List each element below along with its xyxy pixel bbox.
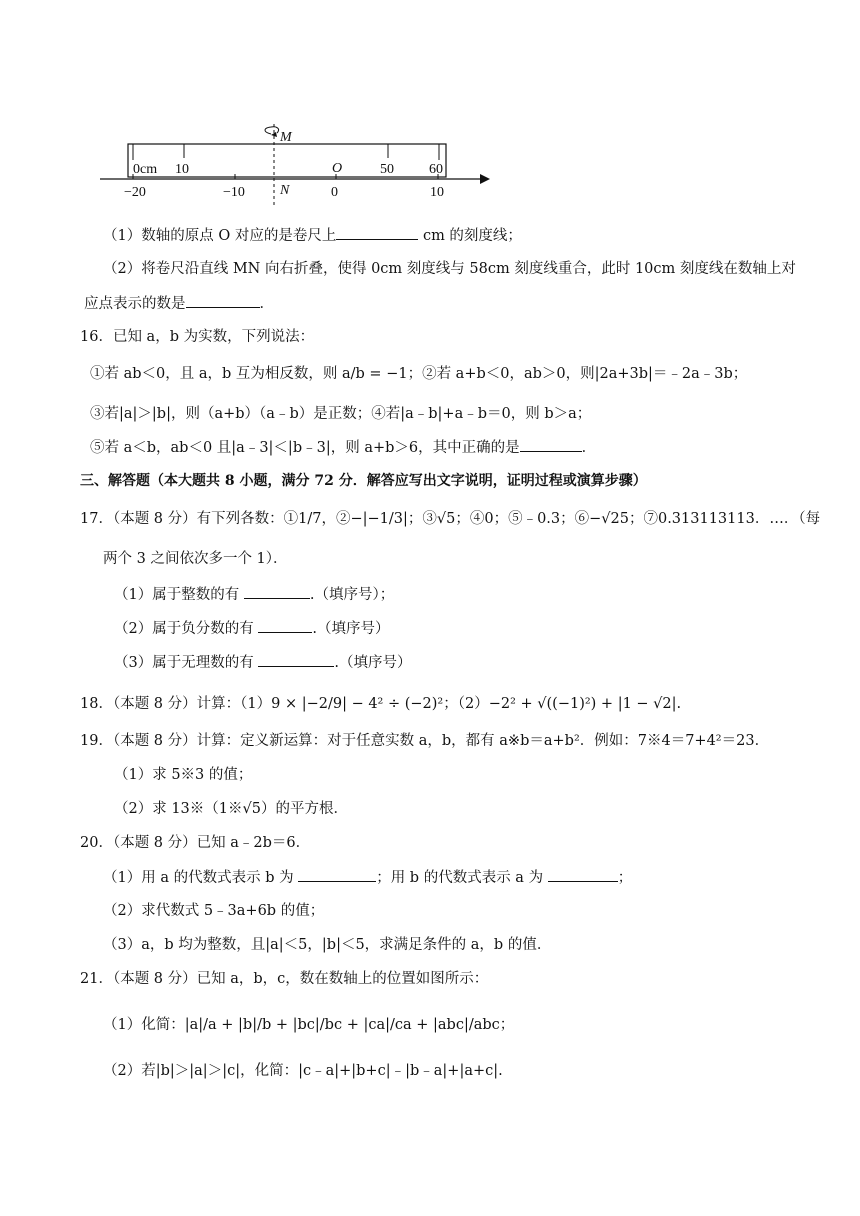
q15-part1-suffix: cm 的刻度线； xyxy=(418,228,522,244)
fold-rotation-icon xyxy=(265,127,279,134)
q21-part2: （2）若|b|＞|a|＞|c|，化简：|c﹣a|+|b+c|﹣|b﹣a|+|a+c|. xyxy=(103,1063,503,1079)
axis-label-0: 0 xyxy=(331,185,338,200)
q20-part1 xyxy=(103,867,632,888)
q17-answer-blank-1[interactable] xyxy=(244,584,310,599)
q18-stem: 18．（本题 8 分）计算：（1）9 × |−2/9| − 4² ÷ (−2)²；（2）−2² + √((−1)²) + |1 − √2|. xyxy=(80,696,682,712)
axis-label-10: 10 xyxy=(430,185,444,200)
tape-label-0cm: 0cm xyxy=(133,162,158,177)
q17-part3-suffix: .（填序号） xyxy=(334,655,412,671)
point-label-N: N xyxy=(280,183,290,198)
q16-statement-5 xyxy=(90,437,596,458)
q15-part2: （2）将卷尺沿直线 MN 向右折叠，使得 0cm 刻度线与 58cm 刻度线重合，此时 10cm 刻度线在数轴上对 xyxy=(103,261,796,277)
point-label-M: M xyxy=(280,130,292,145)
axis-label-neg10: −10 xyxy=(223,185,245,200)
q21-stem: 21．（本题 8 分）已知 a，b，c，数在数轴上的位置如图所示： xyxy=(80,971,489,987)
q17-part1-suffix: .（填序号）； xyxy=(309,587,395,603)
q15-part2-text: 应点表示的数是 xyxy=(84,296,186,312)
q17-part2-text: （2）属于负分数的有 xyxy=(114,621,259,637)
tape-label-50: 50 xyxy=(380,162,394,177)
q17-answer-blank-2[interactable] xyxy=(258,618,312,633)
q15-part2-cont xyxy=(84,293,274,314)
q20-part1-text-a: （1）用 a 的代数式表示 b 为 xyxy=(103,870,299,886)
q17-answer-blank-3[interactable] xyxy=(258,652,334,667)
q20-part1-suffix: ； xyxy=(617,870,633,886)
axis-arrow-icon xyxy=(480,174,490,184)
q15-part1 xyxy=(103,225,522,246)
q20-part1-text-b: ；用 b 的代数式表示 a 为 xyxy=(376,870,548,886)
q16-answer-blank[interactable] xyxy=(520,437,582,452)
q20-part3: （3）a，b 均为整数，且|a|＜5，|b|＜5，求满足条件的 a，b 的值． xyxy=(103,937,552,953)
q17-part3-text: （3）属于无理数的有 xyxy=(114,655,259,671)
q15-answer-blank-2[interactable] xyxy=(186,293,260,308)
q20-answer-blank-1[interactable] xyxy=(298,867,376,882)
q15-part1-text: （1）数轴的原点 O 对应的是卷尺上 xyxy=(103,228,337,244)
q17-part2-suffix: .（填序号） xyxy=(312,621,390,637)
q17-stem-cont: 两个 3 之间依次多一个 1）． xyxy=(103,551,288,567)
q16-statement-3-4: ③若|a|＞|b|，则（a+b）（a﹣b）是正数；④若|a﹣b|+a﹣b＝0，则 b＞a； xyxy=(90,406,592,422)
q17-part2 xyxy=(114,618,389,639)
q19-part2: （2）求 13※（1※√5）的平方根． xyxy=(114,801,348,817)
section-3-heading: 三、解答题（本大题共 8 小题，满分 72 分．解答应写出文字说明，证明过程或演算步骤） xyxy=(80,473,647,489)
q19-stem: 19．（本题 8 分）计算：定义新运算：对于任意实数 a，b，都有 a※b＝a+b²．例如：7※4＝7+4²＝23． xyxy=(80,733,770,749)
q16-statement-5-suffix: ． xyxy=(581,440,597,456)
q16-statement-1-2: ①若 ab＜0，且 a，b 互为相反数，则 a/b = −1；②若 a+b＜0，ab＞0，则|2a+3b|＝﹣2a﹣3b； xyxy=(90,366,748,382)
tape-label-10: 10 xyxy=(175,162,189,177)
q21-part1: （1）化简：|a|/a + |b|/b + |bc|/bc + |ca|/ca + |abc|/abc； xyxy=(103,1017,515,1033)
q17-stem: 17．（本题 8 分）有下列各数：①1/7，②−|−1/3|；③√5；④0；⑤﹣0.3；⑥−√25；⑦0.313113113．…．（每 xyxy=(80,511,821,527)
point-label-O: O xyxy=(332,161,343,176)
q20-part2: （2）求代数式 5﹣3a+6b 的值； xyxy=(103,903,325,919)
q17-part1 xyxy=(114,584,394,605)
tape-numberline-figure xyxy=(95,120,505,210)
q16-stem: 16．已知 a，b 为实数，下列说法： xyxy=(80,329,315,345)
q15-answer-blank-1[interactable] xyxy=(336,225,418,240)
q16-statement-5-text: ⑤若 a＜b，ab＜0 且|a﹣3|＜|b﹣3|，则 a+b＞6，其中正确的是 xyxy=(90,440,520,456)
q20-stem: 20．（本题 8 分）已知 a﹣2b＝6． xyxy=(80,835,311,851)
tape-label-60: 60 xyxy=(429,162,443,177)
q20-answer-blank-2[interactable] xyxy=(548,867,618,882)
q17-part3 xyxy=(114,652,411,673)
q17-part1-text: （1）属于整数的有 xyxy=(114,587,244,603)
q19-part1: （1）求 5※3 的值； xyxy=(114,767,253,783)
q15-part2-suffix: ． xyxy=(259,296,274,312)
axis-label-neg20: −20 xyxy=(124,185,146,200)
